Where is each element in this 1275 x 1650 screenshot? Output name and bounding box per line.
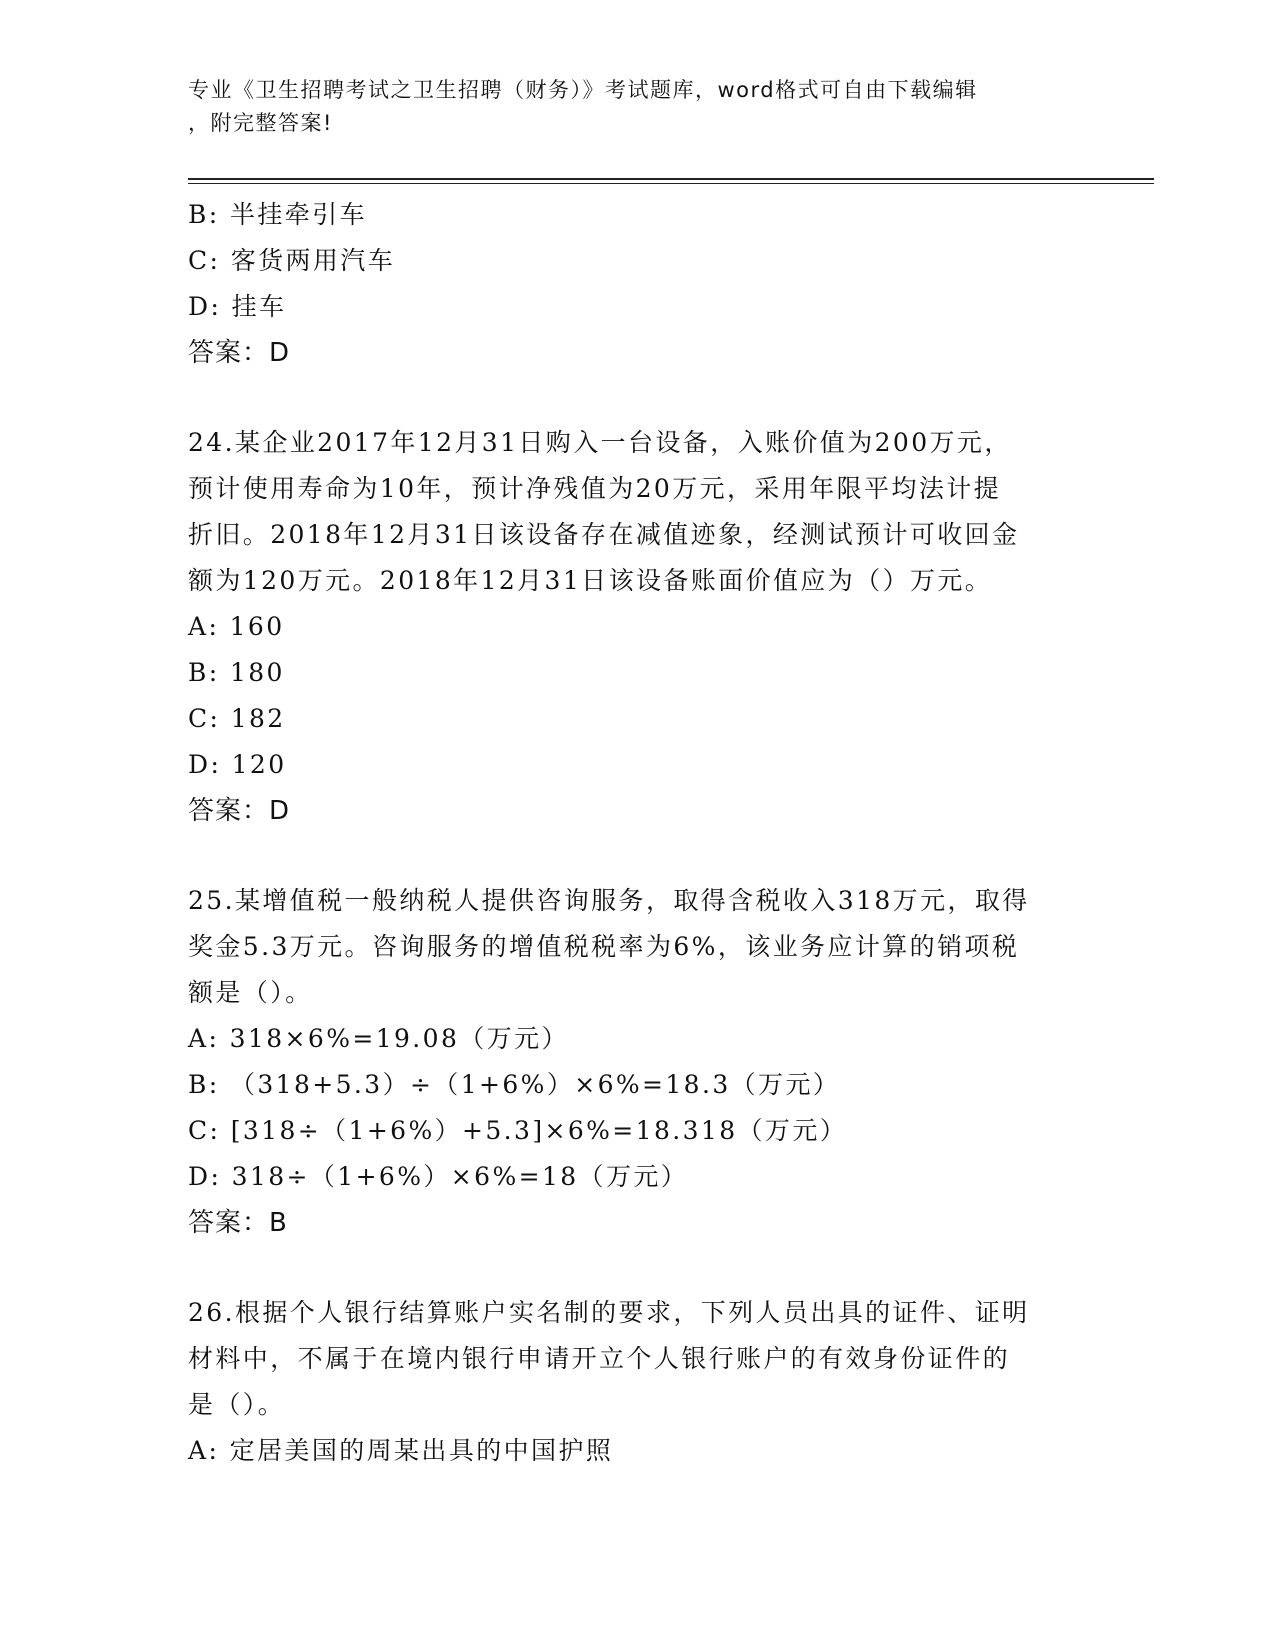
spacer (188, 1246, 1088, 1290)
header-divider-thin (188, 183, 1154, 184)
spacer (188, 834, 1088, 878)
answer-line: 答案：D (188, 338, 291, 368)
header-divider-thick (188, 178, 1154, 180)
question-24 (188, 420, 1088, 834)
question-25 (188, 878, 1088, 1246)
question-stem-line: 25.某增值税一般纳税人提供咨询服务，取得含税收入318万元，取得 (188, 886, 1030, 915)
spacer (188, 376, 1088, 420)
question-stem-line: 折旧。2018年12月31日该设备存在减值迹象，经测试预计可收回金 (188, 520, 1020, 549)
option-b: B: 半挂牵引车 (188, 200, 367, 229)
option-a: A: 160 (188, 612, 285, 641)
option-b: B: （318+5.3）÷（1+6%）×6%=18.3（万元） (188, 1070, 841, 1099)
option-c: C: 182 (188, 704, 286, 733)
option-d: D: 120 (188, 750, 287, 779)
option-d: D: 318÷（1+6%）×6%=18（万元） (188, 1162, 689, 1191)
question-26 (188, 1290, 1088, 1474)
question-stem-line: 材料中，不属于在境内银行申请开立个人银行账户的有效身份证件的 (188, 1344, 1011, 1373)
option-c: C: [318÷（1+6%）+5.3]×6%=18.318（万元） (188, 1116, 848, 1145)
option-a: A: 318×6%=19.08（万元） (188, 1024, 569, 1053)
page-header (188, 74, 1068, 140)
question-stem-line: 是（）。 (188, 1390, 286, 1419)
header-title-line-2: ，附完整答案! (188, 111, 333, 135)
option-d: D: 挂车 (188, 292, 287, 321)
question-stem-line: 26.根据个人银行结算账户实名制的要求，下列人员出具的证件、证明 (188, 1298, 1030, 1327)
question-stem-line: 奖金5.3万元。咨询服务的增值税税率为6%，该业务应计算的销项税 (188, 932, 1020, 961)
header-title-line-1: 专业《卫生招聘考试之卫生招聘（财务）》考试题库，word格式可自由下载编辑 (188, 78, 978, 102)
question-stem-line: 额为120万元。2018年12月31日该设备账面价值应为（）万元。 (188, 566, 993, 595)
answer-line: 答案：B (188, 1208, 288, 1238)
question-stem-line: 24.某企业2017年12月31日购入一台设备，入账价值为200万元， (188, 428, 1012, 457)
option-b: B: 180 (188, 658, 285, 687)
question-23-continued (188, 192, 1088, 376)
option-a: A: 定居美国的周某出具的中国护照 (188, 1436, 614, 1465)
question-list (188, 192, 1088, 1474)
question-stem-line: 预计使用寿命为10年，预计净残值为20万元，采用年限平均法计提 (188, 474, 1002, 503)
answer-line: 答案：D (188, 796, 291, 826)
question-stem-line: 额是（）。 (188, 978, 313, 1007)
option-c: C: 客货两用汽车 (188, 246, 396, 275)
